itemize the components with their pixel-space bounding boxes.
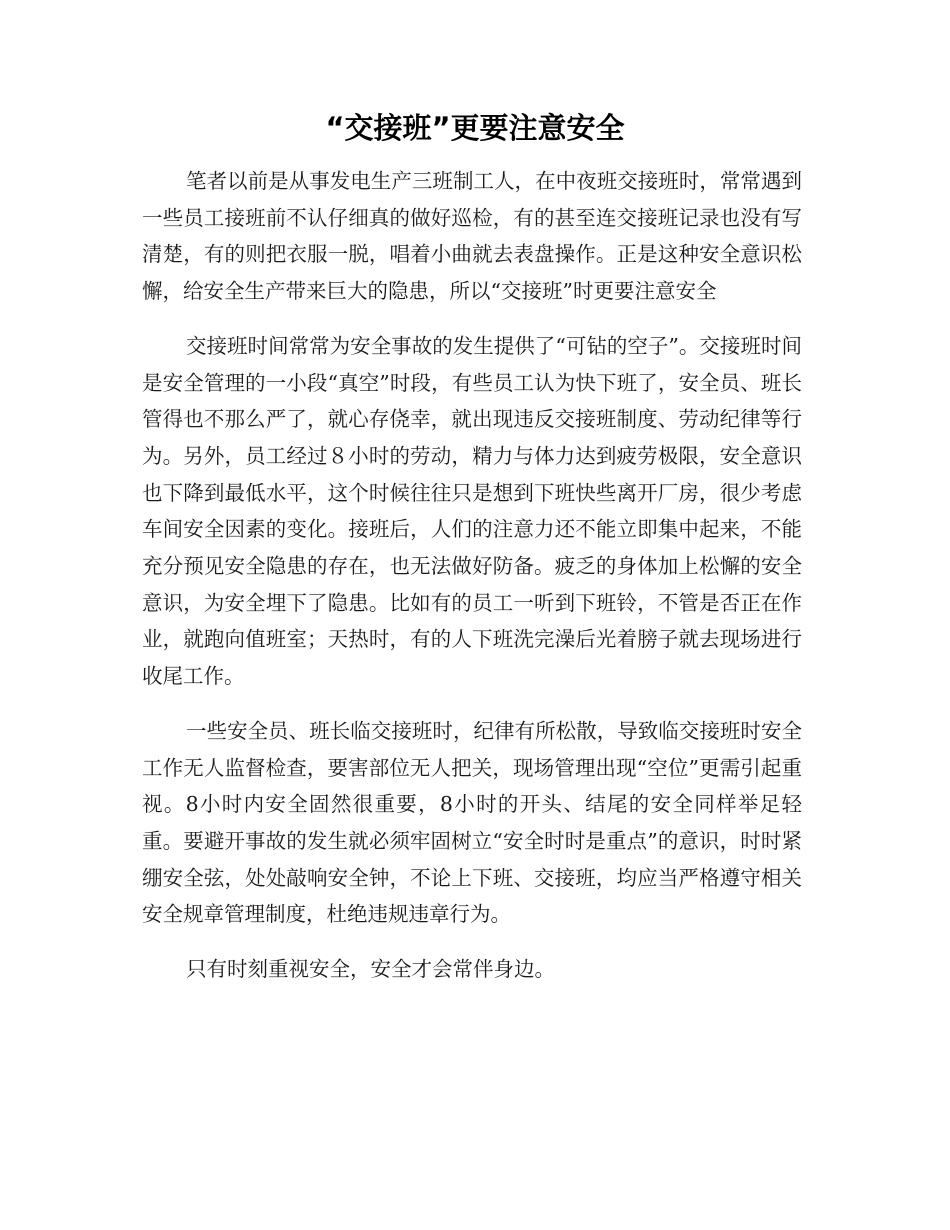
paragraph: 笔者以前是从事发电生产三班制工人，在中夜班交接班时，常常遇到一些员工接班前不认仔细真的做好巡检，有的甚至连交接班记录也没有写清楚，有的则把衣服一脱，唱着小曲就去表盘操作。正是这种安全意识松懈，给安全生产带来巨大的隐患，所以“交接班”时更要注意安全 bbox=[142, 169, 802, 304]
paragraph: 交接班时间常常为安全事故的发生提供了“可钻的空子”。交接班时间是安全管理的一小段“真空”时段，有些员工认为快下班了，安全员、班长管得也不那么严了，就心存侥幸，就出现违反交接班制度、劳动纪律等行为。另外，员工经过８小时的劳动，精力与体力达到疲劳极限，安全意识也下降到最低水平，这个时候往往只是想到下班快些离开厂房，很少考虑车间安全因素的变化。接班后，人们的注意力还不能立即集中起来，不能充分预见安全隐患的存在，也无法做好防备。疲乏的身体加上松懈的安全意识，为安全埋下了隐患。比如有的员工一听到下班铃，不管是否正在作业，就跑向值班室；天热时，有的人下班洗完澡后光着膀子就去现场进行收尾工作。 bbox=[142, 333, 802, 689]
paragraph: 一些安全员、班长临交接班时，纪律有所松散，导致临交接班时安全工作无人监督检查，要害部位无人把关，现场管理出现“空位”更需引起重视。8小时内安全固然很重要，8小时的开头、结尾的安全同样举足轻重。要避开事故的发生就必须牢固树立“安全时时是重点”的意识，时时紧绷安全弦，处处敲响安全钟，不论上下班、交接班，均应当严格遵守相关安全规章管理制度，杜绝违规违章行为。 bbox=[142, 718, 802, 927]
document-title: “交接班”更要注意安全 bbox=[325, 111, 625, 145]
document-body bbox=[142, 163, 802, 1006]
paragraph: 只有时刻重视安全，安全才会常伴身边。 bbox=[186, 957, 555, 982]
